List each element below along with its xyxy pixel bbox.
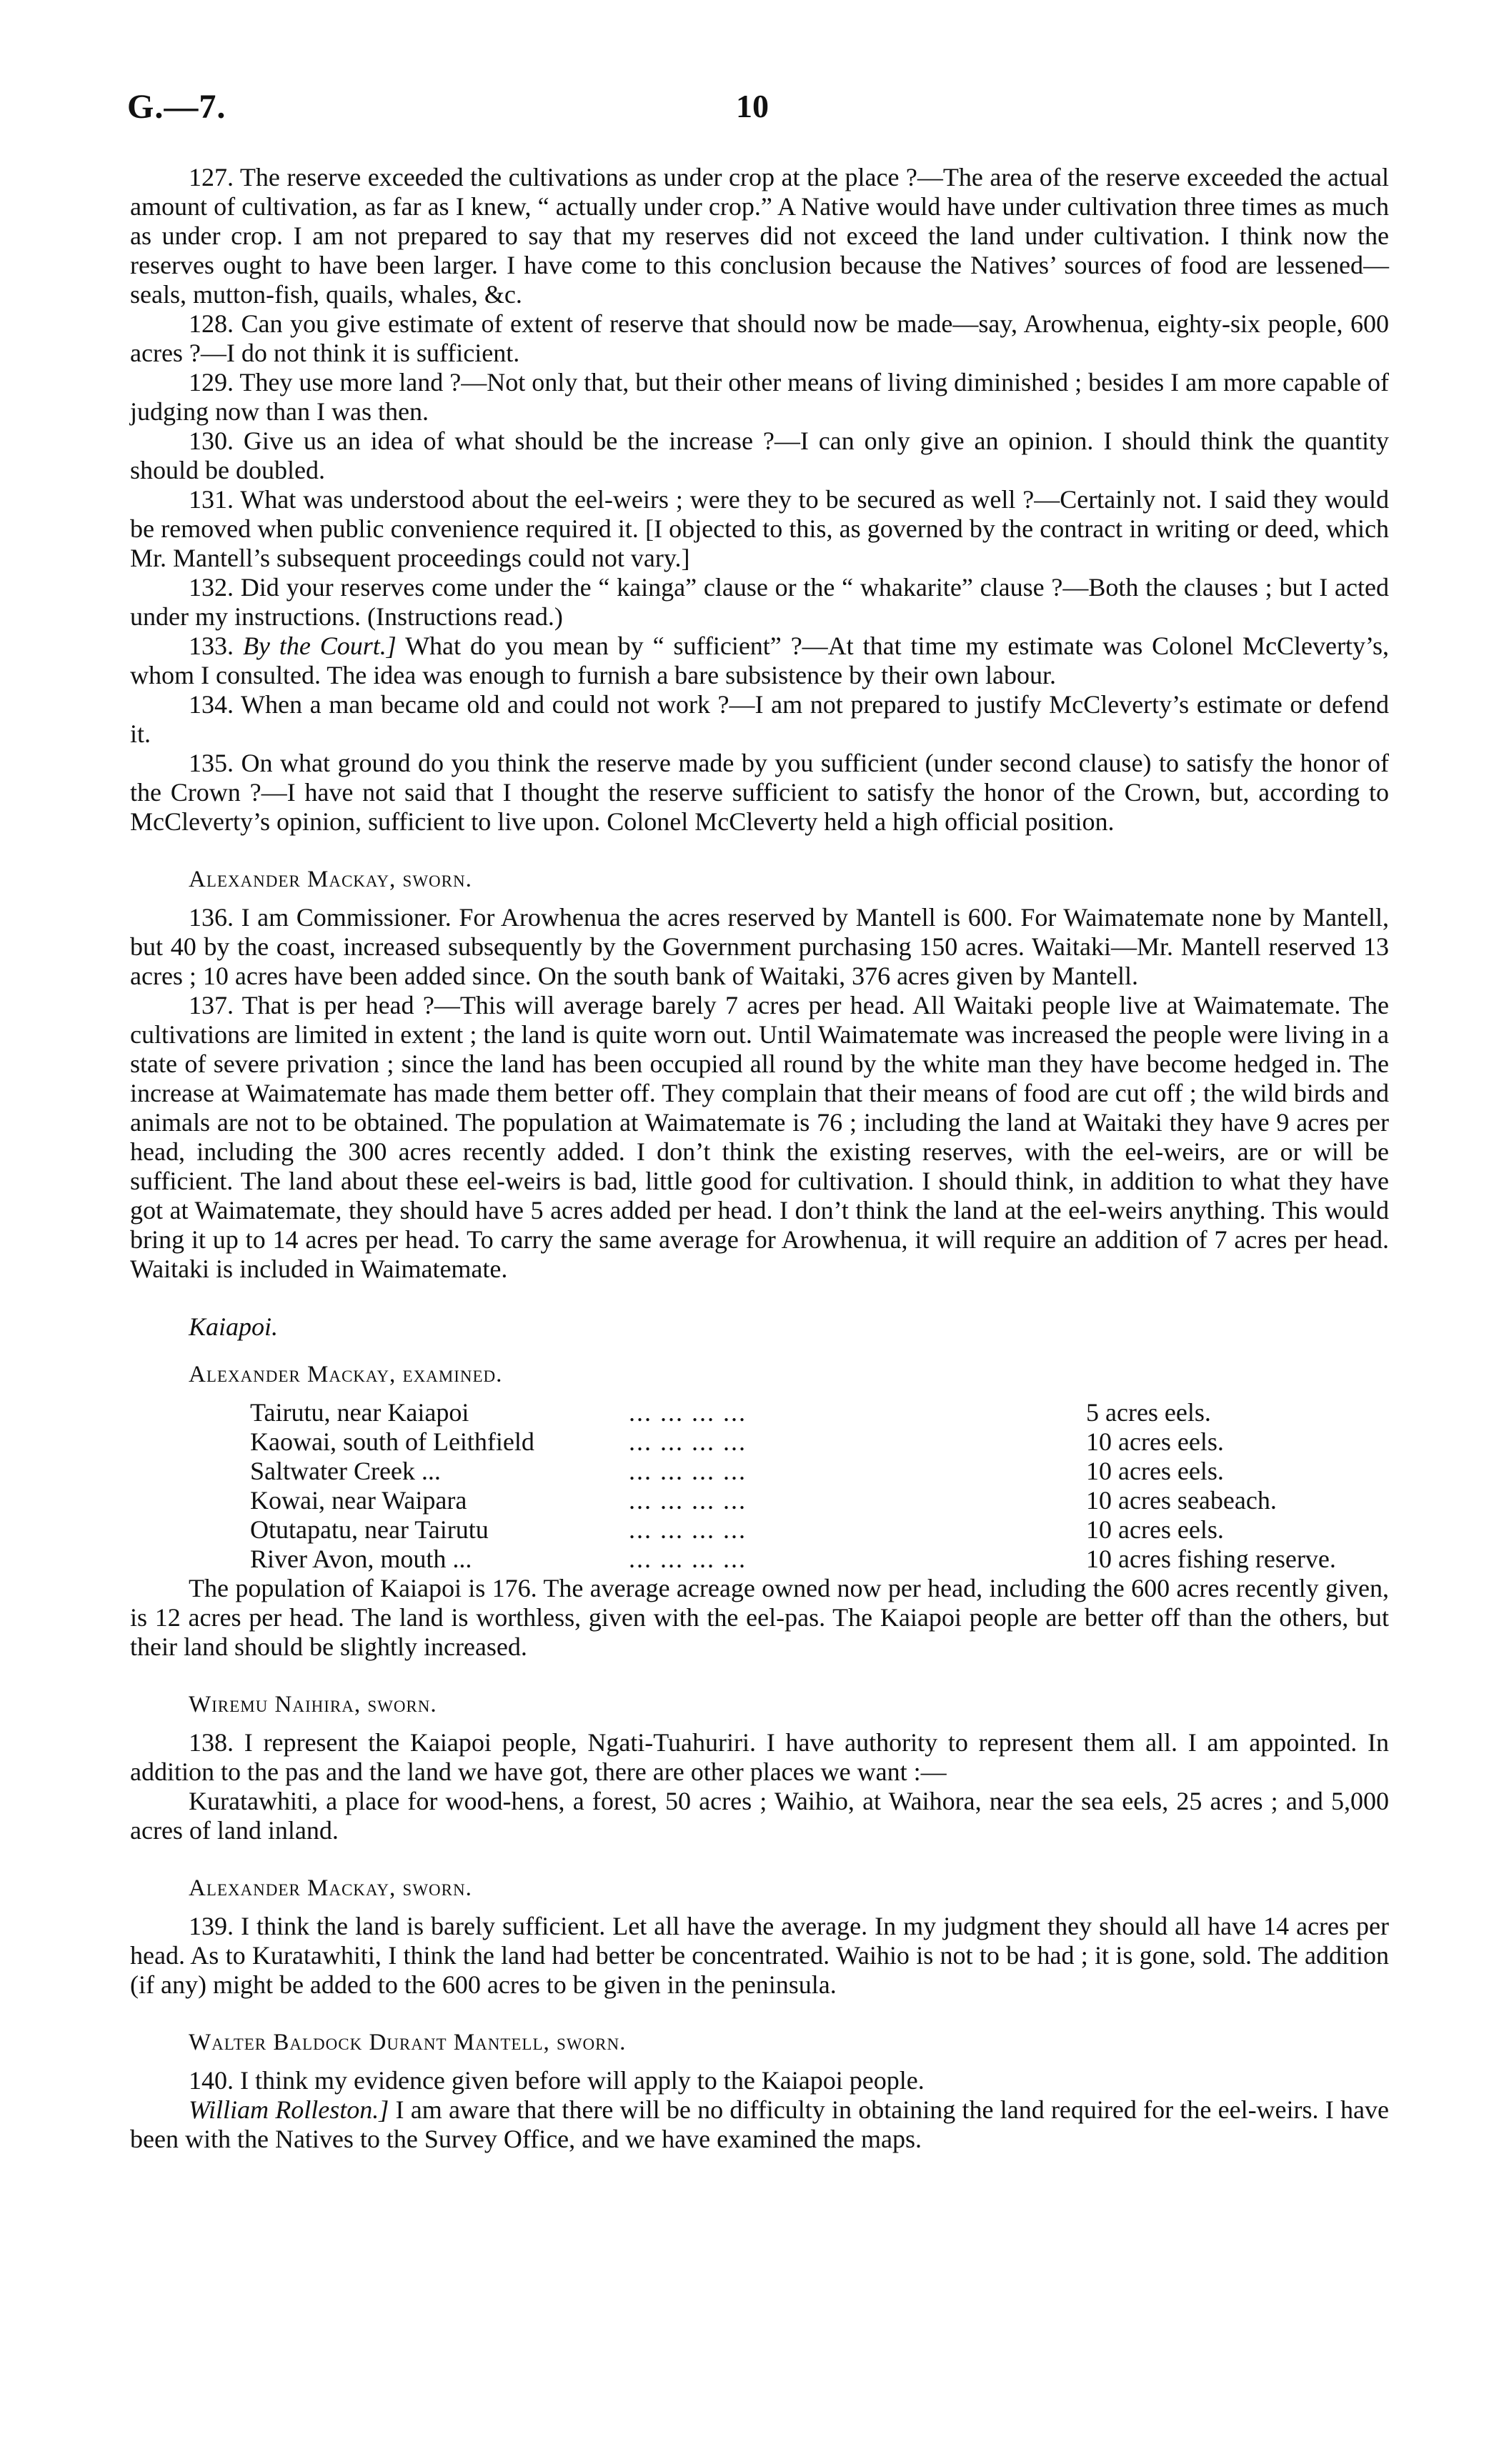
leader-dots: ... ... ... ... (629, 1427, 747, 1456)
witness-heading: Wiremu Naihira, sworn. (189, 1692, 437, 1717)
table-row (250, 1427, 1386, 1457)
paragraph-134: 134. When a man became old and could not work ?—I am not prepared to justify McCleverty’s estimate or defend it. (130, 690, 1389, 748)
leader-dots: ... ... ... ... (629, 1457, 747, 1485)
reserve-area: 5 acres eels. (1086, 1398, 1211, 1427)
leader-dots: ... ... ... ... (629, 1545, 747, 1573)
table-row (250, 1486, 1386, 1515)
paragraph-133 (130, 632, 1389, 690)
paragraph-132: 132. Did your reserves come under the “ kainga” clause or the “ whakarite” clause ?—Both the clauses ; but I acted under my instructions. (Instructions read.) (130, 573, 1389, 631)
witness-heading: Alexander Mackay, sworn. (189, 867, 472, 892)
paragraph-140-continued (130, 2095, 1389, 2154)
speaker-label: By the Court.] (242, 632, 397, 660)
reserve-area: 10 acres eels. (1086, 1427, 1224, 1456)
reserve-place: Kowai, near Waipara (250, 1486, 467, 1515)
paragraph-130: 130. Give us an idea of what should be the increase ?—I can only give an opinion. I should think the quantity should be doubled. (130, 427, 1389, 484)
reserves-table (250, 1398, 1386, 1574)
paragraph-137: 137. That is per head ?—This will average barely 7 acres per head. All Waitaki people live at Waimatemate. The cultivations are limited in extent ; the land is quite worn out. Until Waimatemate was increased the people were living in a state of severe privation ; since the land has been occupied all round by the white man they have become hedged in. The increase at Waimatemate has made them better off. They complain that their means of food are cut off ; the wild birds and animals are not to be obtained. The population at Waimatemate is 76 ; including the land at Waitaki they have 9 acres per head, including the 300 acres recently added. I don’t think the existing reserves, with the eel-weirs, are or will be sufficient. The land about these eel-weirs is bad, little good for cultivation. I should think, in addition to what they have got at Waimatemate, they should have 5 acres added per head. I don’t think the land at the eel-weirs anything. This would bring it up to 14 acres per head. To carry the same average for Arowhenua, it will require an addition of 7 acres per head. Waitaki is included in Waimatemate. (130, 991, 1389, 1283)
leader-dots: ... ... ... ... (629, 1486, 747, 1515)
paragraph-135: 135. On what ground do you think the reserve made by you sufficient (under second clause) to satisfy the honor of the Crown ?—I have not said that I thought the reserve sufficient to satisfy the honor of the Crown, but, according to McCleverty’s opinion, sufficient to live upon. Colonel McCleverty held a high official position. (130, 749, 1389, 836)
reserve-area: 10 acres eels. (1086, 1515, 1224, 1544)
reserve-place: Otutapatu, near Tairutu (250, 1515, 489, 1544)
reserve-area: 10 acres fishing reserve. (1086, 1545, 1336, 1573)
reserve-place: Kaowai, south of Leithfield (250, 1427, 534, 1456)
paragraph-139: 139. I think the land is barely sufficient. Let all have the average. In my judgment they should all have 14 acres per head. As to Kuratawhiti, I think the land had better be concentrated. Waihio is not to be had ; it is gone, sold. The addition (if any) might be added to the 600 acres to be given in the peninsula. (130, 1912, 1389, 1999)
witness-heading: Alexander Mackay, sworn. (189, 1875, 472, 1901)
leader-dots: ... ... ... ... (629, 1398, 747, 1427)
document-reference: G.—7. (127, 88, 226, 126)
reserve-place: River Avon, mouth ... (250, 1545, 472, 1573)
paragraph-129: 129. They use more land ?—Not only that, but their other means of living diminished ; besides I am more capable of judging now than I was then. (130, 368, 1389, 426)
section-heading: Kaiapoi. (189, 1312, 279, 1341)
witness-heading: Walter Baldock Durant Mantell, sworn. (189, 2030, 627, 2055)
table-row (250, 1515, 1386, 1545)
paragraph-138: 138. I represent the Kaiapoi people, Ngati-Tuahuriri. I have authority to represent them all. I am appointed. In addition to the pas and the land we have got, there are other places we want :— (130, 1728, 1389, 1786)
leader-dots: ... ... ... ... (629, 1515, 747, 1544)
document-body (130, 163, 1389, 2154)
paragraph-138-continued: Kuratawhiti, a place for wood-hens, a forest, 50 acres ; Waihio, at Waihora, near the sea eels, 25 acres ; and 5,000 acres of land inland. (130, 1787, 1389, 1845)
paragraph-number: 133. (189, 632, 234, 660)
paragraph-127: 127. The reserve exceeded the cultivations as under crop at the place ?—The area of the reserve exceeded the actual amount of cultivation, as far as I knew, “ actually under crop.” A Native would have under cultivation three times as much as under crop. I am not prepared to say that my reserves did not exceed the land under cultivation. I think now the reserves ought to have been larger. I have come to this conclusion because the Natives’ sources of food are lessened—seals, mutton-fish, quails, whales, &c. (130, 163, 1389, 309)
reserve-area: 10 acres eels. (1086, 1457, 1224, 1485)
paragraph-population: The population of Kaiapoi is 176. The average acreage owned now per head, including the 600 acres recently given, is 12 acres per head. The land is worthless, given with the eel-pas. The Kaiapoi people are better off than the others, but their land should be slightly increased. (130, 1574, 1389, 1661)
paragraph-136: 136. I am Commissioner. For Arowhenua the acres reserved by Mantell is 600. For Waimatemate none by Mantell, but 40 by the coast, increased subsequently by the Government purchasing 150 acres. Waitaki—Mr. Mantell reserved 13 acres ; 10 acres have been added since. On the south bank of Waitaki, 376 acres given by Mantell. (130, 903, 1389, 990)
page-number: 10 (736, 88, 769, 124)
reserve-area: 10 acres seabeach. (1086, 1486, 1277, 1515)
paragraph-131: 131. What was understood about the eel-weirs ; were they to be secured as well ?—Certainly not. I said they would be removed when public convenience required it. [I objected to this, as governed by the contract in writing or deed, which Mr. Mantell’s subsequent proceedings could not vary.] (130, 485, 1389, 572)
table-row (250, 1398, 1386, 1427)
paragraph-text: What do you mean by “ sufficient” ?—At that time my estimate was Colonel McCleverty’s, whom I consulted. The idea was enough to furnish a bare subsistence by their own labour. (130, 632, 1390, 689)
witness-heading: Alexander Mackay, examined. (189, 1362, 503, 1387)
paragraph-text: I am aware that there will be no difficulty in obtaining the land required for the eel-weirs. I have been with the Natives to the Survey Office, and we have examined the maps. (130, 2095, 1389, 2153)
paragraph-128: 128. Can you give estimate of extent of reserve that should now be made—say, Arowhenua, eighty-six people, 600 acres ?—I do not think it is sufficient. (130, 309, 1389, 367)
table-row (250, 1545, 1386, 1574)
paragraph-140: 140. I think my evidence given before will apply to the Kaiapoi people. (189, 2066, 925, 2095)
reserve-place: Tairutu, near Kaiapoi (250, 1398, 469, 1427)
table-row (250, 1457, 1386, 1486)
reserve-place: Saltwater Creek ... (250, 1457, 441, 1485)
speaker-label: William Rolleston.] (189, 2095, 389, 2124)
